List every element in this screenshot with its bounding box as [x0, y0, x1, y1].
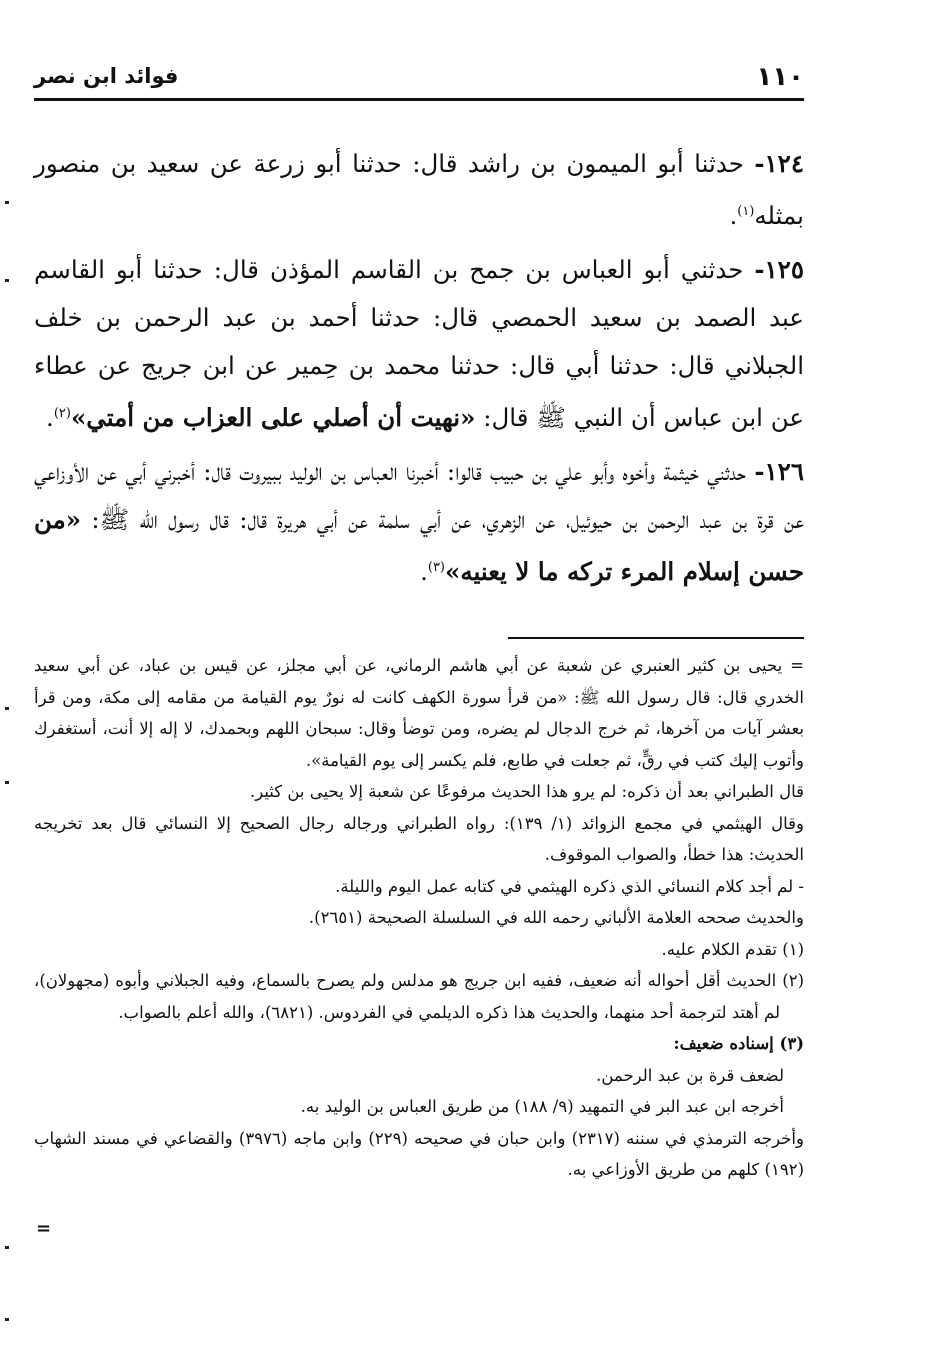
hadith-paragraph-126	[34, 448, 804, 596]
note-continuation-5: والحديث صححه العلامة الألباني رحمه الله في السلسلة الصحيحة (٢٦٥١).	[308, 908, 804, 927]
footnote-ref: (١)	[737, 204, 755, 219]
main-text	[34, 140, 804, 602]
scan-speck	[5, 279, 9, 282]
paragraph-text: حدثني خيثمة وأخوه وأبو علي بن حبيب قالوا: أخبرنا العباس بن الوليد ببيروت قال: أخبرني أبي عن الأوزاعي عن قرة بن عبد الرحمن بن حيوئيل، عن الزهري، عن أبي سلمة عن أبي هريرة قال: قال رسول الله ﷺ:	[34, 457, 804, 535]
scan-speck	[5, 201, 9, 204]
hadith-quote: «من حسن إسلام المرء تركه ما لا يعنيه»	[34, 505, 804, 587]
hadith-quote: «نهيت أن أصلي على العزاب من أمتي»	[70, 403, 476, 433]
footnote-3-line-1: لضعف قرة بن عبد الرحمن.	[596, 1065, 784, 1085]
footnote-1: (١) تقدم الكلام عليه.	[661, 939, 804, 959]
note-continuation-1: = يحيى بن كثير العنبري عن شعبة عن أبي هاشم الرماني، عن أبي مجلز، عن قيس بن عباد، عن أبي سعيد الخدري قال: قال رسول الله ﷺ: «من قرأ سورة الكهف كانت له نورٌ يوم القيامة من مقامه إلى مكة، ومن قرأ بعشر آيات من آخرها، ثم خرج الدجال لم يضره، ومن توضأ وقال: سبحان اللهم وبحمدك، لا إله إلا أنت، أستغفرك وأتوب إليك كتب في رقٍّ، ثم جعلت في طابع، فلم يكسر إلى يوم القيامة».	[34, 656, 804, 770]
footnote-3-line-3: وأخرجه الترمذي في سننه (٢٣١٧) وابن حبان في صحيحه (٢٢٩) وابن ماجه (٣٩٧٦) والقضاعي في مسند الشهاب (١٩٢) كلهم من طريق الأوزاعي به.	[34, 1128, 804, 1179]
scan-speck	[5, 707, 9, 710]
footnote-3-line-2: أخرجه ابن عبد البر في التمهيد (٩/ ١٨٨) من طريق العباس بن الوليد به.	[300, 1097, 784, 1116]
scan-speck	[5, 781, 9, 784]
paragraph-end: .	[729, 201, 738, 231]
note-continuation-3: وقال الهيثمي في مجمع الزوائد (١/ ١٣٩): رواه الطبراني ورجاله رجال الصحيح إلا النسائي قال بعد تخريجه الحديث: هذا خطأ، والصواب الموقوف.	[34, 813, 804, 864]
paragraph-end: .	[46, 403, 54, 433]
book-title: فوائد ابن نصر	[34, 64, 179, 88]
paragraph-text: حدثنا أبو الميمون بن راشد قال: حدثنا أبو زرعة عن سعيد بن منصور بمثله	[34, 149, 804, 231]
hadith-paragraph-124	[34, 140, 804, 240]
scan-speck	[5, 1246, 9, 1249]
footnotes	[34, 650, 804, 1186]
hadith-paragraph-125	[34, 246, 804, 442]
footnote-ref: (٢)	[53, 406, 71, 422]
page-header	[34, 62, 804, 101]
page-number: ١١٠	[756, 62, 804, 92]
scan-speck	[5, 1318, 9, 1321]
footnote-separator	[508, 637, 804, 639]
note-continuation-4: - لم أجد كلام النسائي الذي ذكره الهيثمي في كتابه عمل اليوم والليلة.	[335, 876, 804, 896]
paragraph-end: .	[420, 557, 428, 587]
paragraph-number: ١٢٥-	[754, 255, 804, 285]
paragraph-number: ١٢٦-	[754, 457, 804, 487]
footnote-2: (٢) الحديث أقل أحواله أنه ضعيف، ففيه ابن جريج هو مدلس ولم يصرح بالسماع، وفيه الجبلاني وأبوه (مجهولان)، لم أهتد لترجمة أحد منهما، والحديث هذا ذكره الديلمي في الفردوس. (٦٨٢١)، والله أعلم بالصواب.	[34, 971, 804, 1022]
paragraph-text: حدثني أبو العباس بن جمح بن القاسم المؤذن قال: حدثنا أبو القاسم عبد الصمد بن سعيد الحمصي قال: حدثنا أحمد بن عبد الرحمن بن خلف الجبلاني قال: حدثنا أبي قال: حدثنا محمد بن حِمير عن ابن جريج عن عطاء عن ابن عباس أن النبي ﷺ قال:	[34, 255, 804, 433]
note-continuation-2: قال الطبراني بعد أن ذكره: لم يرو هذا الحديث مرفوعًا عن شعبة إلا يحيى بن كثير.	[249, 782, 804, 801]
footnote-ref: (٣)	[427, 560, 445, 576]
paragraph-number: ١٢٤-	[754, 149, 804, 178]
continuation-mark: =	[36, 1218, 52, 1239]
footnote-3-label: (٣) إسناده ضعيف:	[673, 1034, 804, 1053]
